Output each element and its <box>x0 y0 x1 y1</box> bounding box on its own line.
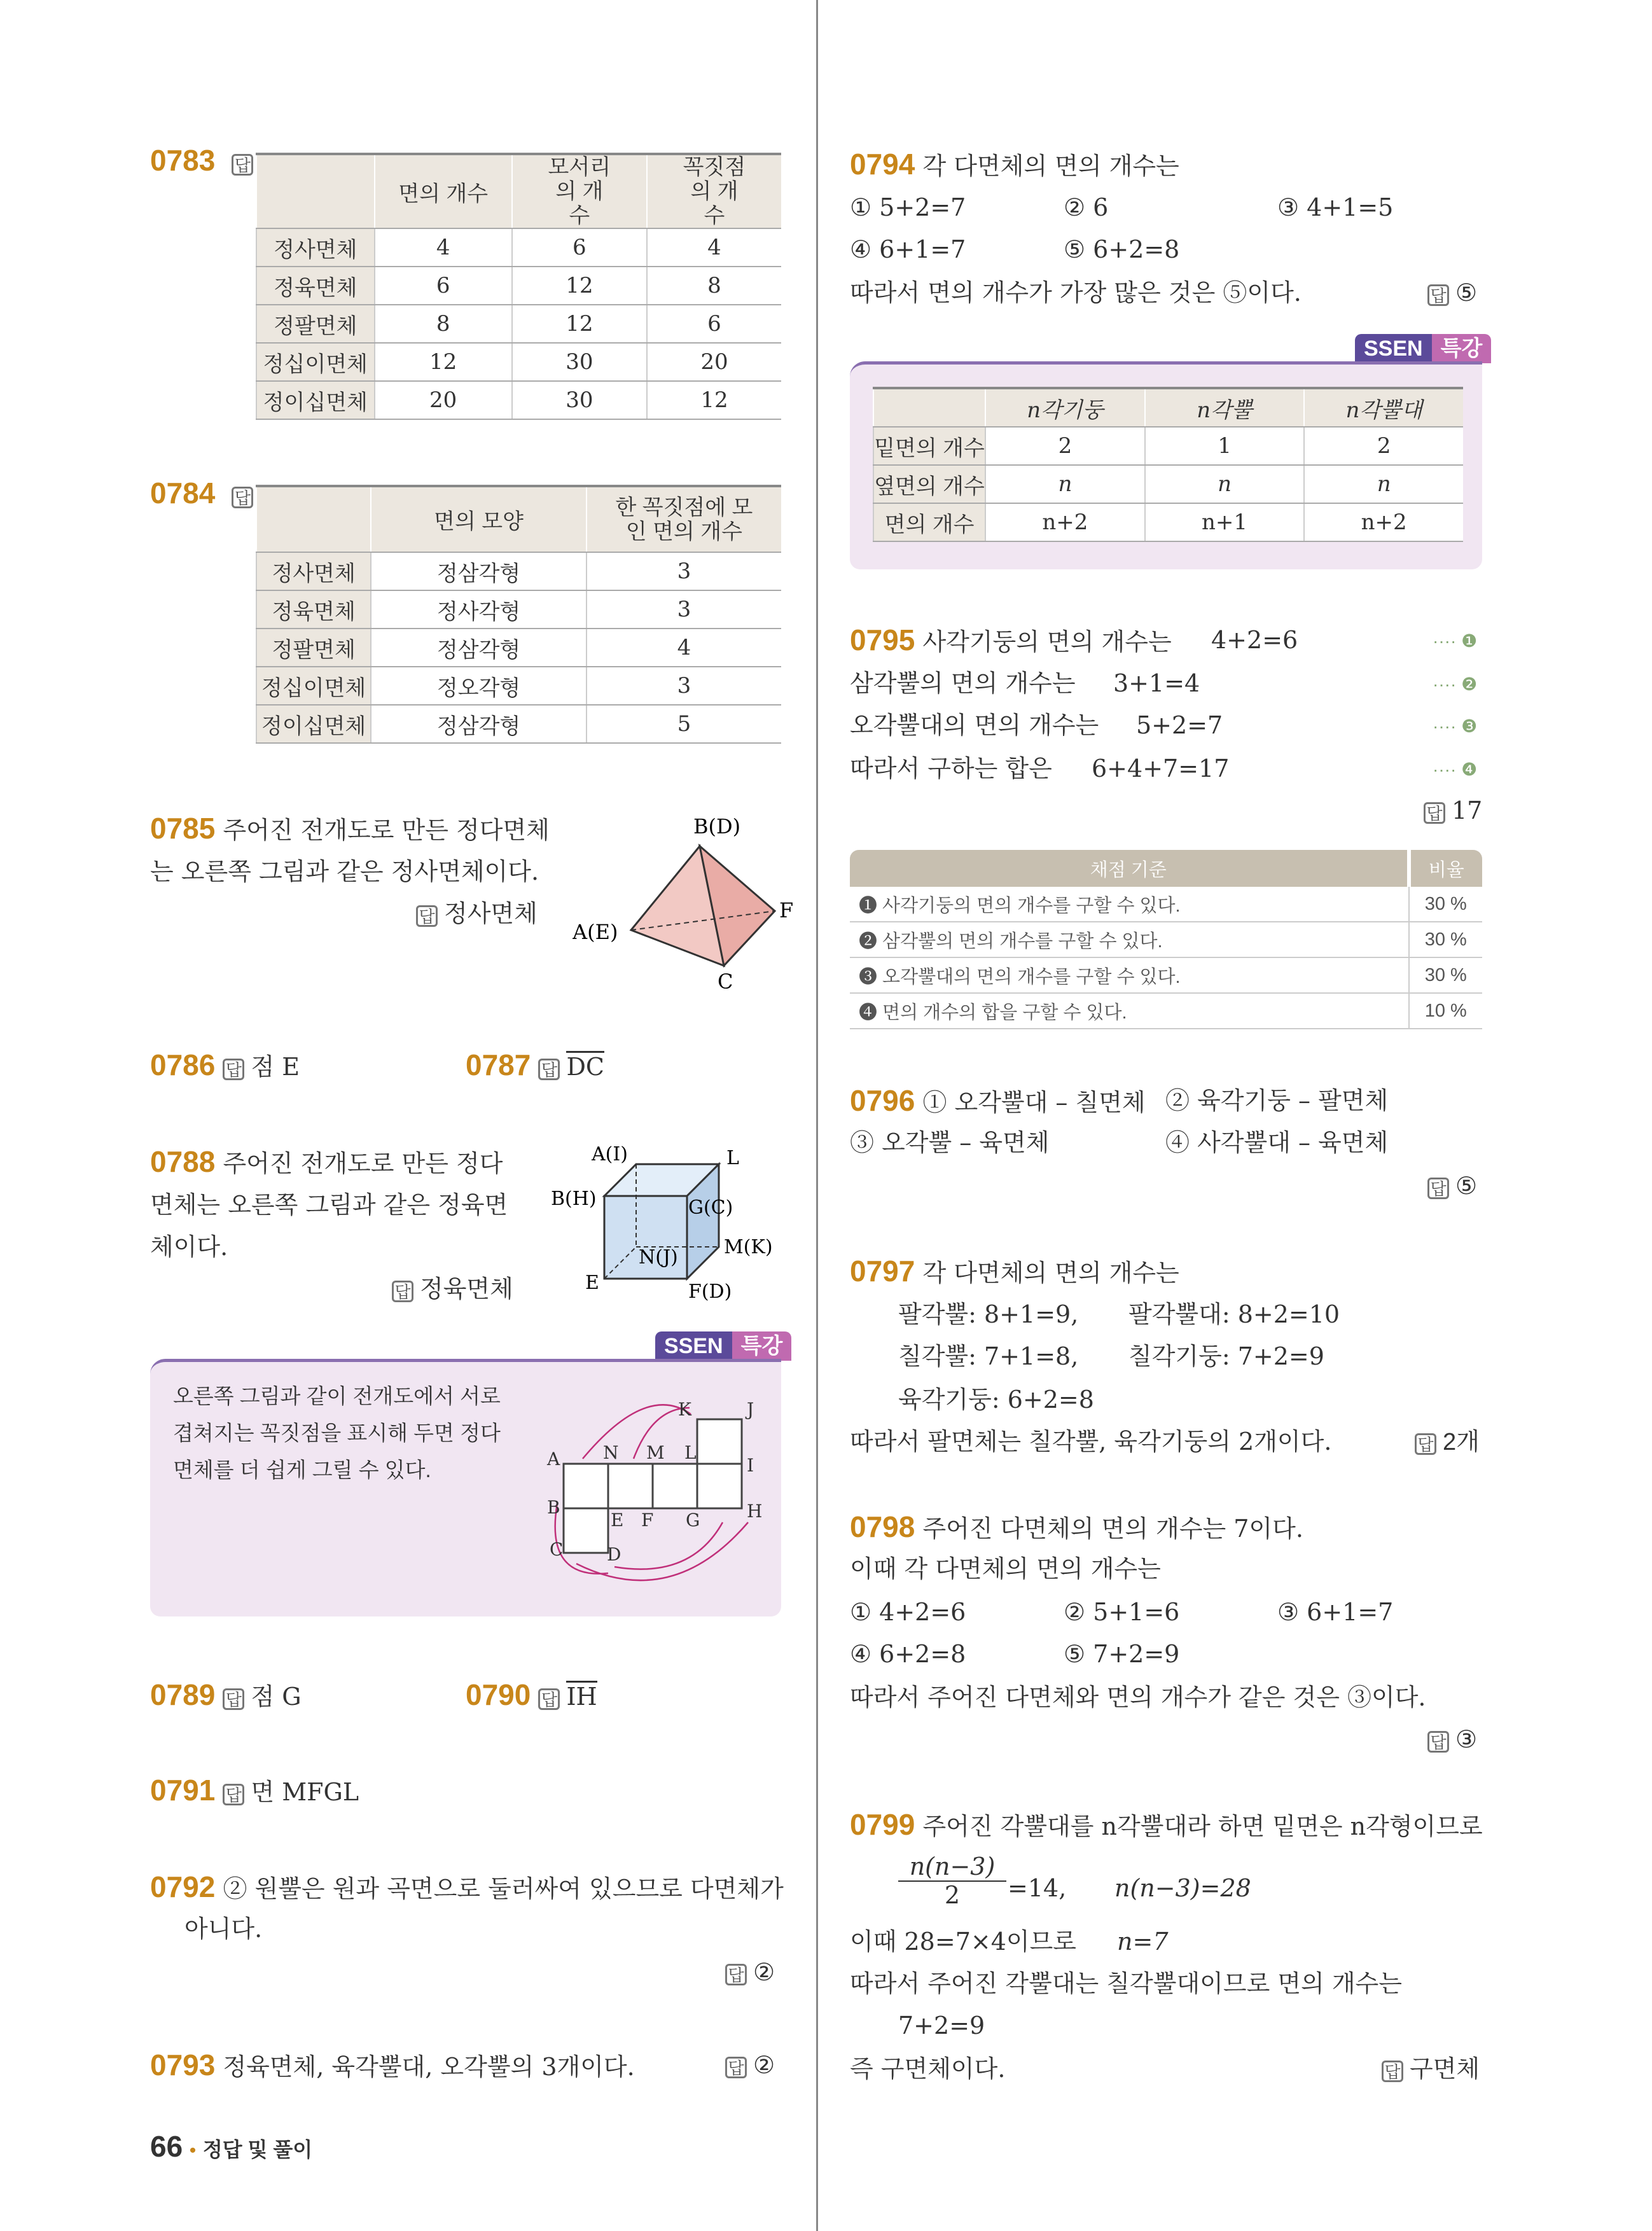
choice: ③ 6+1=7 <box>1277 1598 1394 1626</box>
choice: ④ 6+1=7 <box>850 235 966 263</box>
problem-0794-line1: 0794 각 다면체의 면의 개수는 <box>850 148 1179 181</box>
svg-text:N(J): N(J) <box>639 1246 678 1268</box>
problem-0795-line2: 삼각뿔의 면의 개수는 <box>850 669 1076 697</box>
math: 4+2=6 <box>1211 626 1298 654</box>
math: 칠각뿔: 7+1=8, <box>898 1342 1079 1370</box>
answer-mark-icon: 답 <box>538 1688 560 1710</box>
svg-text:H: H <box>747 1501 763 1522</box>
table-header: n각뿔 <box>1145 388 1305 427</box>
table-row: 정사면체 정삼각형 3 <box>256 552 781 590</box>
problem-0788-line3: 체이다. <box>150 1233 228 1261</box>
answer-0799: 답 구면체 <box>1382 2054 1480 2085</box>
table-header: 한 꼭짓점에 모인 면의 개수 <box>587 486 781 552</box>
answer-mark-icon: 답 <box>232 487 253 508</box>
column-divider <box>816 0 818 2231</box>
answer-mark-icon: 답 <box>223 1688 244 1710</box>
table-header <box>873 388 985 427</box>
choice: ④ 6+2=8 <box>850 1640 966 1668</box>
fraction: n(n−3) 2 <box>898 1852 1006 1908</box>
table-row: 정십이면체 12 30 20 <box>256 343 781 381</box>
tetrahedron-figure <box>573 808 795 992</box>
svg-text:M: M <box>646 1442 665 1463</box>
answer-0797: 답 2개 <box>1415 1426 1480 1457</box>
problem-0785-line1: 0785 주어진 전개도로 만든 정다면체 <box>150 812 550 845</box>
table-header: 면의 모양 <box>371 486 587 552</box>
answer-mark-icon: 답 <box>392 1281 413 1302</box>
ssen-badge: SSEN 특강 <box>1355 331 1491 362</box>
problem-0799-line6: 즉 구면체이다. <box>850 2055 1006 2083</box>
table-row: 정팔면체 8 12 6 <box>256 305 781 343</box>
math: =14, <box>1008 1874 1067 1902</box>
choice: ③ 4+1=5 <box>1277 193 1394 221</box>
choice: ② 6 <box>1064 193 1109 221</box>
svg-text:B: B <box>547 1497 560 1518</box>
vertex-label: B(D) <box>693 814 741 838</box>
svg-text:D: D <box>607 1544 621 1565</box>
svg-text:N: N <box>603 1442 619 1463</box>
problem-0799-line3: 이때 28=7×4이므로 <box>850 1928 1077 1956</box>
answer-0795: 답 17 <box>1424 795 1482 826</box>
table-header: 채점 기준 <box>850 850 1409 887</box>
problem-0794-line3: 따라서 면의 개수가 가장 많은 것은 ⑤이다. <box>850 279 1301 307</box>
table-header: n각뿔대 <box>1304 388 1463 427</box>
problem-0790: 0790 답 IH <box>466 1678 597 1711</box>
svg-text:G(C): G(C) <box>688 1197 733 1219</box>
table-header: n각기둥 <box>985 388 1145 427</box>
choice: ① 4+2=6 <box>850 1598 966 1626</box>
problem-0792-line2: 아니다. <box>184 1915 263 1943</box>
answer-mark-icon: 답 <box>1427 1731 1449 1753</box>
choice: ④ 사각뿔대 – 육면체 <box>1165 1129 1389 1157</box>
table-row: 정팔면체 정삼각형 4 <box>256 629 781 667</box>
table-0784 <box>256 485 781 744</box>
answer-0798: 답 ③ <box>1427 1724 1477 1755</box>
table-header <box>256 154 375 228</box>
svg-text:F(D): F(D) <box>688 1281 732 1303</box>
cube-net-figure <box>545 1370 774 1605</box>
page-number: 66 <box>150 2130 183 2163</box>
answer-0792: 답 ② <box>725 1957 775 1987</box>
problem-0799-line1: 0799 주어진 각뿔대를 n각뿔대라 하면 밑면은 n각형이므로 <box>850 1808 1483 1841</box>
table-row: 정사면체 4 6 4 <box>256 228 781 267</box>
svg-text:F: F <box>641 1510 654 1531</box>
vertex-label: C <box>718 970 733 992</box>
table-header: 꼭짓점의 개수 <box>647 154 781 228</box>
problem-number: 0784 <box>150 476 216 510</box>
math: n(n−3)=28 <box>1114 1874 1251 1902</box>
problem-0798-line2: 이때 각 다면체의 면의 개수는 <box>850 1555 1161 1583</box>
choice: ② 5+1=6 <box>1064 1598 1180 1626</box>
table-row: ❹ 면의 개수의 합을 구할 수 있다. 10 % <box>850 993 1482 1029</box>
svg-text:C: C <box>550 1539 564 1560</box>
choice: ② 육각기둥 – 팔면체 <box>1165 1087 1389 1115</box>
problem-0792-line1: 0792 ② 원뿔은 원과 곡면으로 둘러싸여 있으므로 다면체가 <box>150 1870 784 1903</box>
table-row: 정육면체 6 12 8 <box>256 267 781 305</box>
answer-0796: 답 ⑤ <box>1427 1171 1477 1201</box>
answer-mark-icon: 답 <box>223 1784 244 1805</box>
problem-0785-line2: 는 오른쪽 그림과 같은 정사면체이다. <box>150 858 539 886</box>
cube-figure <box>547 1139 789 1310</box>
problem-0798-line1: 0798 주어진 다면체의 면의 개수는 7이다. <box>850 1510 1303 1543</box>
choice: ⑤ 6+2=8 <box>1064 235 1180 263</box>
problem-0796-line1: 0796 ① 오각뿔대 – 칠면체 <box>850 1084 1146 1117</box>
table-row: 정이십면체 20 30 12 <box>256 381 781 419</box>
math: 6+4+7=17 <box>1092 754 1230 782</box>
choice: ⑤ 7+2=9 <box>1064 1640 1180 1668</box>
tip-line: 오른쪽 그림과 같이 전개도에서 서로 <box>173 1384 501 1408</box>
svg-text:M(K): M(K) <box>724 1236 773 1258</box>
table-header: 면의 개수 <box>375 154 512 228</box>
vertex-label: A(E) <box>573 920 618 944</box>
answer-mark-icon: 답 <box>1427 284 1449 306</box>
svg-text:L: L <box>684 1442 697 1463</box>
footer-title: 정답 및 풀이 <box>202 2138 313 2161</box>
svg-text:B(H): B(H) <box>551 1188 597 1210</box>
svg-text:E: E <box>611 1510 624 1531</box>
answer-mark-icon: 답 <box>1382 2061 1403 2082</box>
answer-mark-icon: 답 <box>232 154 253 176</box>
svg-text:A(I): A(I) <box>592 1143 628 1165</box>
table-ssen <box>873 387 1463 542</box>
step-marker: ···· ❸ <box>1433 716 1478 736</box>
math: n=7 <box>1117 1928 1169 1956</box>
ssen-badge: SSEN 특강 <box>655 1328 791 1359</box>
table-header: 비율 <box>1409 850 1482 887</box>
table-row: ❶ 사각기둥의 면의 개수를 구할 수 있다. 30 % <box>850 887 1482 922</box>
table-row: 면의 개수 n+2 n+1 n+2 <box>873 503 1463 541</box>
answer-mark-icon: 답 <box>725 2057 747 2078</box>
math: 3+1=4 <box>1113 669 1200 697</box>
math: 칠각기둥: 7+2=9 <box>1128 1342 1324 1370</box>
problem-0795-line4: 따라서 구하는 합은 <box>850 754 1052 782</box>
math: 팔각뿔: 8+1=9, <box>898 1300 1079 1328</box>
ssen-tip-box <box>150 1359 781 1616</box>
tip-line: 면체를 더 쉽게 그릴 수 있다. <box>173 1458 431 1482</box>
answer-mark-icon: 답 <box>416 905 438 927</box>
problem-0798-line5: 따라서 주어진 다면체와 면의 개수가 같은 것은 ③이다. <box>850 1683 1426 1711</box>
table-header: 모서리의 개수 <box>512 154 647 228</box>
math: 육각기둥: 6+2=8 <box>898 1386 1094 1414</box>
svg-text:K: K <box>678 1399 691 1420</box>
answer-mark-icon: 답 <box>725 1964 747 1985</box>
step-marker: ···· ❹ <box>1433 760 1478 779</box>
answer-mark-icon: 답 <box>1415 1433 1436 1455</box>
table-row: ❸ 오각뿔대의 면의 개수를 구할 수 있다. 30 % <box>850 957 1482 993</box>
table-row: 옆면의 개수 n n n <box>873 465 1463 503</box>
problem-0789: 0789 답 점 G <box>150 1678 302 1711</box>
problem-0797-line1: 0797 각 다면체의 면의 개수는 <box>850 1255 1179 1288</box>
table-row: ❷ 삼각뿔의 면의 개수를 구할 수 있다. 30 % <box>850 922 1482 957</box>
answer-mark-icon: 답 <box>538 1059 560 1080</box>
problem-0795-line1: 0795 사각기둥의 면의 개수는 <box>850 623 1172 657</box>
math: 팔각뿔대: 8+2=10 <box>1128 1300 1340 1328</box>
answer-mark-icon: 답 <box>1424 802 1445 824</box>
problem-0784 <box>150 476 260 510</box>
step-marker: ···· ❶ <box>1433 631 1478 651</box>
table-row: 정십이면체 정오각형 3 <box>256 667 781 705</box>
problem-0787: 0787 답 DC <box>466 1048 604 1081</box>
table-header <box>256 486 371 552</box>
answer-0788: 답 정육면체 <box>392 1274 513 1305</box>
page-footer: 66 • 정답 및 풀이 <box>150 2130 313 2163</box>
answer-mark-icon: 답 <box>223 1059 244 1080</box>
svg-text:A: A <box>547 1449 560 1470</box>
choice: ③ 오각뿔 – 육면체 <box>850 1129 1050 1157</box>
problem-0788-line2: 면체는 오른쪽 그림과 같은 정육면 <box>150 1191 508 1219</box>
problem-0799-line4: 따라서 주어진 각뿔대는 칠각뿔대이므로 면의 개수는 <box>850 1970 1402 1998</box>
problem-0788-line1: 0788 주어진 전개도로 만든 정다 <box>150 1145 503 1178</box>
answer-mark-icon: 답 <box>1427 1178 1449 1199</box>
answer-0785: 답 정사면체 <box>416 898 538 929</box>
table-0783 <box>256 153 781 420</box>
vertex-label: F <box>779 898 794 922</box>
problem-number: 0783 <box>150 144 216 177</box>
answer-0793: 답 ② <box>725 2050 775 2080</box>
step-marker: ···· ❷ <box>1433 674 1478 694</box>
tip-line: 겹쳐지는 꼭짓점을 표시해 두면 정다 <box>173 1421 501 1445</box>
scoring-table <box>850 850 1482 1029</box>
problem-0793: 0793 정육면체, 육각뿔대, 오각뿔의 3개이다. <box>150 2048 635 2082</box>
problem-0783 <box>150 143 260 177</box>
problem-0786: 0786 답 점 E <box>150 1048 300 1081</box>
svg-text:J: J <box>747 1399 754 1420</box>
svg-text:E: E <box>585 1272 599 1294</box>
table-row: 밑면의 개수 2 1 2 <box>873 427 1463 465</box>
math: 7+2=9 <box>898 2012 985 2040</box>
table-row: 정이십면체 정삼각형 5 <box>256 705 781 743</box>
choice: ① 5+2=7 <box>850 193 966 221</box>
svg-text:G: G <box>686 1510 700 1531</box>
problem-0797-line5: 따라서 팔면체는 칠각뿔, 육각기둥의 2개이다. <box>850 1428 1332 1456</box>
math: 5+2=7 <box>1136 711 1223 739</box>
table-row: 정육면체 정사각형 3 <box>256 590 781 629</box>
svg-text:L: L <box>726 1147 739 1169</box>
answer-0794: 답 ⑤ <box>1427 277 1477 308</box>
svg-text:I: I <box>747 1455 754 1476</box>
problem-0791: 0791 답 면 MFGL <box>150 1774 359 1807</box>
problem-0795-line3: 오각뿔대의 면의 개수는 <box>850 711 1099 739</box>
